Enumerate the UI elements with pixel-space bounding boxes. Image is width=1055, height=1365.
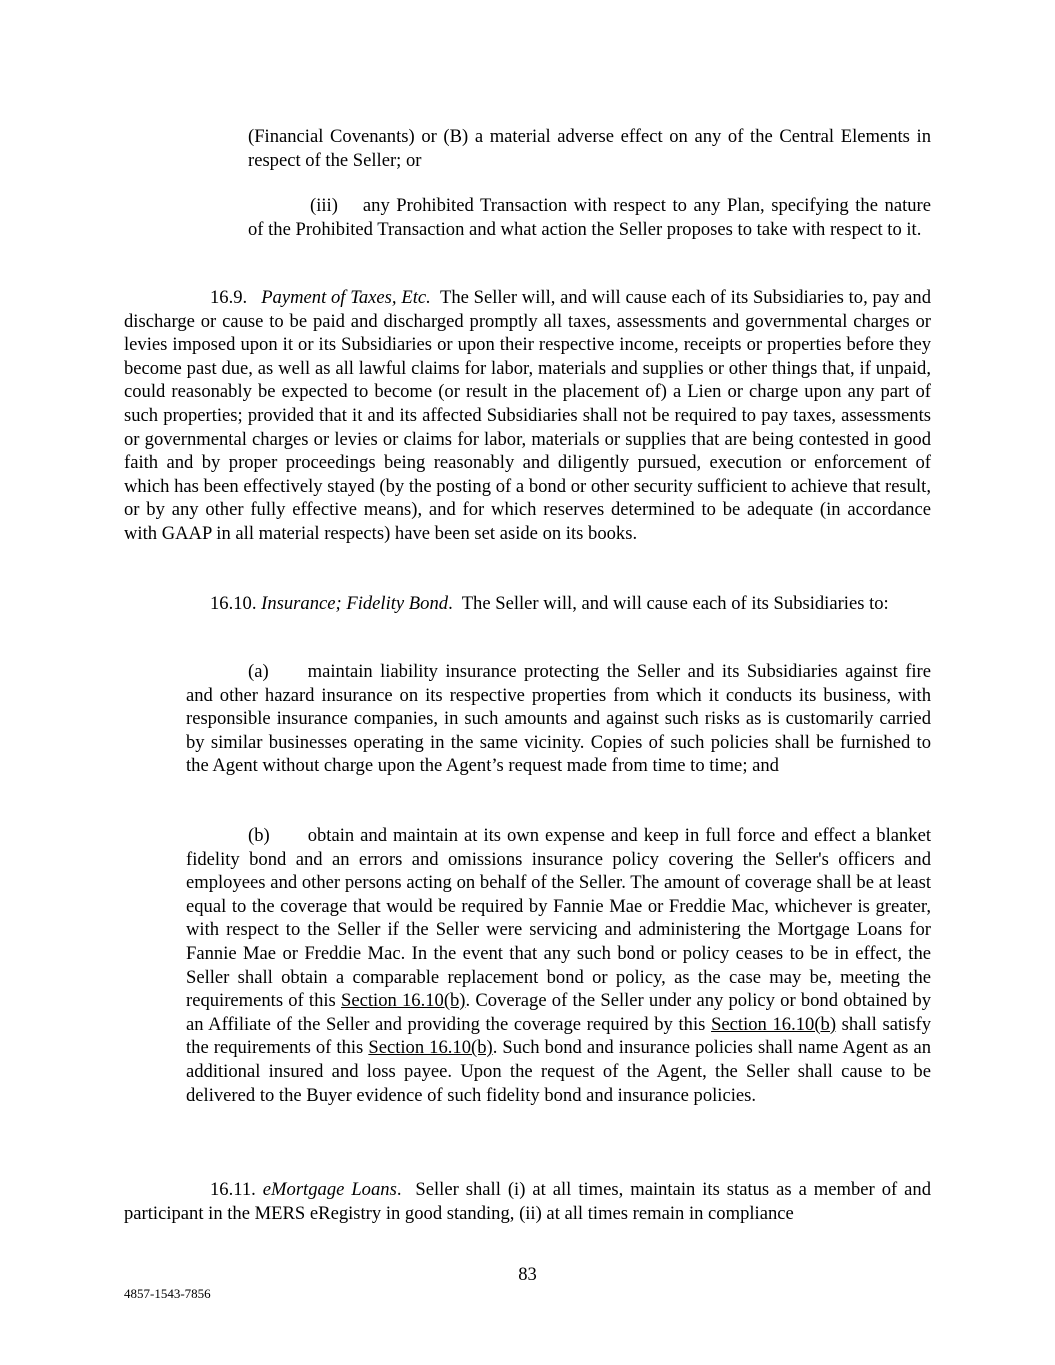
section-16-11: 16.11. eMortgage Loans. Seller shall (i) at all times, maintain its status as a member of and participant in the MERS eRegistry in good standing, (ii) at all times remain in compliance <box>124 1179 932 1224</box>
section-title: Insurance; Fidelity Bond <box>261 593 449 614</box>
section-reference-link[interactable]: Section 16.10(b) <box>341 990 466 1012</box>
document-id: 4857-1543-7856 <box>124 1286 211 1301</box>
section-number: 16.9. <box>210 287 248 308</box>
clause-label-iii: (iii) <box>310 195 338 216</box>
paragraph-financial-covenants: (Financial Covenants) or (B) a material adverse effect on any of the Central Elements in respect of the Seller; or <box>248 126 931 171</box>
paragraph-iii: (iii) any Prohibited Transaction with respect to any Plan, specifying the nature of the Prohibited Transaction and what action the Seller proposes to take with respect to it. <box>248 195 931 240</box>
section-title: eMortgage Loans <box>262 1179 397 1200</box>
section-number: 16.10. <box>210 593 257 614</box>
paragraph-b: (b) obtain and maintain at its own expense and keep in full force and effect a blanket fidelity bond and an errors and omissions insurance policy covering the Seller's officers and employees and other persons acting on behalf of the Seller. The amount of coverage shall be at least equal to the coverage that would be required by Fannie Mae or Freddie Mac, whichever is greater, with respect to the Seller if the Seller were servicing and administering the Mortgage Loans for Fannie Mae or Freddie Mac. In the event that any such bond or policy ceases to be in effect, the Seller shall obtain a comparable replacement bond or policy, as the case may be, meeting the requirements of this Section 16.10(b). Coverage of the Seller under any policy or bond obtained by an Affiliate of the Seller and providing the coverage required by this Section 16.10(b) shall satisfy the requirements of this Section 16.10(b). Such bond and insurance policies shall name Agent as an additional insured and loss payee. Upon the request of the Agent, the Seller shall cause to be delivered to the Buyer evidence of such fidelity bond and insurance policies. <box>186 825 932 1106</box>
clause-label-b: (b) <box>248 825 270 846</box>
section-16-10: 16.10. Insurance; Fidelity Bond. The Seller will, and will cause each of its Subsidiaries to: <box>210 593 889 614</box>
clause-label-a: (a) <box>248 661 269 682</box>
paragraph-a: (a) maintain liability insurance protecting the Seller and its Subsidiaries against fire and other hazard insurance on its respective properties from which it conducts its business, with responsible insurance companies, in such amounts and against such risks as is customarily carried by similar businesses operating in the same vicinity. Copies of such policies shall be furnished to the Agent without charge upon the Agent’s request made from time to time; and <box>186 661 931 777</box>
page-number: 83 <box>518 1264 537 1285</box>
section-16-9: 16.9. Payment of Taxes, Etc. The Seller will, and will cause each of its Subsidiaries to, pay and discharge or cause to be paid and discharged promptly all taxes, assessments and governmental charges or levies imposed upon it or its Subsidiaries or upon their respective income, receipts or properties before they become past due, as well as all lawful claims for labor, materials and supplies or other things that, if unpaid, could reasonably be expected to become (or result in the placement of) a Lien or charge upon any part of such properties; provided that it and its affected Subsidiaries shall not be required to pay taxes, assessments or governmental charges or levies or claims for labor, materials or supplies that are being contested in good faith and by proper proceedings being reasonably and diligently pursued, execution or enforcement of which has been effectively stayed (by the posting of a bond or other security sufficient to achieve that result, or by any other fully effective means), and for which reserves determined to be adequate (in accordance with GAAP in all material respects) have been set aside on its books. <box>124 287 931 544</box>
section-number: 16.11. <box>210 1179 256 1200</box>
section-reference-link[interactable]: Section 16.10(b) <box>711 1013 837 1035</box>
section-reference-link[interactable]: Section 16.10(b) <box>368 1037 493 1059</box>
section-title: Payment of Taxes, Etc. <box>261 287 431 308</box>
